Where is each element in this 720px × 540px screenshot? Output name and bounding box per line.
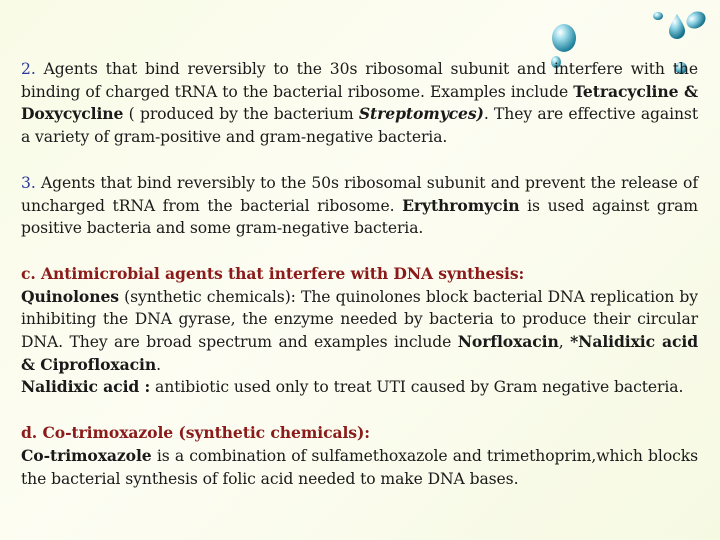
organism-name: Streptomyces) [358,104,484,124]
drug-name: Tetracycline & Doxycycline [21,81,698,124]
slide-body [21,58,698,513]
water-drop-icon [669,14,685,39]
drug-name: Co-trimoxazole [21,445,152,465]
section-dna-synthesis: c. Antimicrobial agents that interfere with DNA synthesis: Quinolones (synthetic chemicals): The quinolones block bacterial DNA replication by inhibiting the DNA gyrase, the enzyme needed by bacteria to produce their circular DNA. They are broad spectrum and examples include Norfloxacin, *Nalidixic acid & Ciprofloxacin. Nalidixic acid : antibiotic used only to treat UTI caused by Gram negative bacteria. [21,263,698,397]
drug-name: Nalidixic acid : [21,377,151,397]
section-heading: c. Antimicrobial agents that interfere with DNA synthesis: [21,263,525,283]
paragraph-30s-agents: 2. Agents that bind reversibly to the 30s ribosomal subunit and interfere with the binding of charged tRNA to the bacterial ribosome. Examples include Tetracycline & Doxycycline ( produced by the bacterium Streptomyces). They are effective against a variety of gram-positive and gram-negative bacteria. [21,60,698,147]
drug-name: *Nalidixic acid & Ciprofloxacin [21,332,698,374]
item-number: 2. [21,60,36,78]
water-drop-icon [552,24,576,52]
section-co-trimoxazole: d. Co-trimoxazole (synthetic chemicals): Co-trimoxazole is a combination of sulfamethoxazole and trimethoprim,which blocks the bacterial synthesis of folic acid needed to make DNA bases. [21,423,698,488]
drug-name: Erythromycin [402,195,520,215]
paragraph-50s-agents: 3. Agents that bind reversibly to the 50s ribosomal subunit and prevent the release of uncharged tRNA from the bacterial ribosome. Erythromycin is used against gram positive bacteria and some gram-negative bacteria. [21,173,698,238]
water-drop-icon [683,8,708,32]
water-drop-icon [653,12,663,20]
drug-name: Quinolones [21,286,119,306]
drug-name: Norfloxacin [457,332,559,352]
item-number: 3. [21,173,36,192]
section-heading: d. Co-trimoxazole (synthetic chemicals): [21,423,370,443]
